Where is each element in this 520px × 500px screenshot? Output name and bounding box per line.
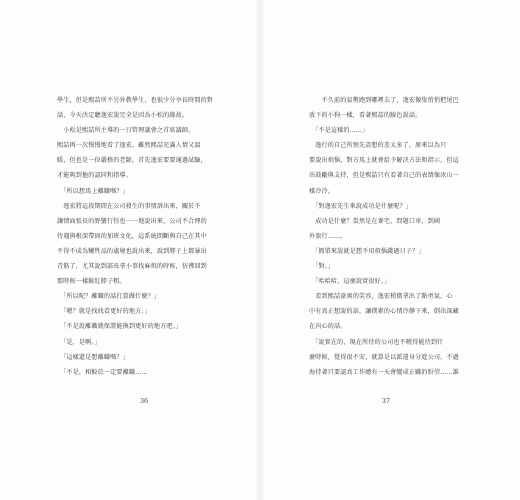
text-line: 「說實在的，現在所待的公司也不曉得能待到什 [309, 338, 444, 346]
text-line: 才能夠到他的認同和指導。 [57, 172, 132, 180]
text-line: 讓情面張長的野蠻行徑也一一地說出來，公司不合理的 [57, 217, 207, 225]
text-line: 「嗯？就是找找看更好的地方。」 [57, 308, 151, 316]
text-line: 「不是說離職就保證能換到更好的地方吧。」 [57, 323, 183, 331]
text-line: 逸行的自己所預先設想的差太多了，原來以為只 [309, 142, 447, 150]
text-line: 成功是什麼？當然是在麥宅，問題口車，到國 [309, 217, 441, 225]
right-page [260, 0, 520, 500]
text-line: 那時候一樣臉紅脖子粗。 [57, 278, 126, 286]
text-line: 待遇與根深帶固的加班文化，這系統間斷與自己在其中 [57, 232, 207, 240]
text-line: 出鼓勵與支持，但是熙喆只有看著自己的表情像冰山一 [309, 172, 459, 180]
text-line: 海持著只要認真工作總有一天會變成正職的盼望……誰 [309, 368, 459, 376]
text-line: 「對。」 [309, 263, 335, 271]
text-line: 放下的小狗一樣，看著熙喆的臉色說話。 [309, 112, 422, 120]
text-line: 小松是熙喆所主導的一日管理議會之首席議師， [57, 127, 195, 135]
text-line: 不得不成為犧牲品的處境也說出來，說到脖子上都暴出 [57, 247, 207, 255]
text-line: 暖，但也是一位嚴格的老師，首先逸宏要要通過試驗， [57, 157, 207, 165]
text-line: 外旅行……。 [309, 232, 347, 240]
book-gutter [254, 0, 266, 500]
left-page-body [57, 93, 232, 380]
text-line: 「簡單來說就是想不用煩惱錢過日子？」 [309, 247, 425, 255]
text-line: 「是，是啊。」 [57, 338, 101, 346]
text-line: 學生，但是熙喆所不另外教學生，也很少分享長時間的對 [57, 97, 214, 104]
text-line: 「對逸宏先生來說成功是什麼呢？」 [309, 202, 413, 210]
text-line: 「這樣還是想離職嗎？」 [57, 353, 129, 361]
text-line: 「所以想馬上離職嗎？」 [57, 187, 129, 195]
text-line: 要說出煩惱，對方馬上就會給予解決方法和指示，但這 [309, 157, 459, 165]
text-line: 青筋了，尤其說到部長拿小事找麻煩的時候，彷彿回到 [57, 263, 207, 271]
text-line: 不久前的氣勢跑到哪裡去了，逸宏像隻悄悄把尾巴 [309, 97, 459, 104]
left-page-number: 36 [139, 397, 149, 405]
text-line: 在內心的話。 [309, 323, 347, 331]
right-page-body [309, 93, 484, 380]
text-line: 熙喆再一次慢慢地看了逸宏。雖然熙喆充滿人情又溫 [57, 142, 201, 150]
text-line: 看到熙喆豪爽的笑容，逸宏稍微拿出了點勇氣，心 [309, 293, 453, 301]
text-line: 樣冷冷。 [309, 187, 334, 195]
text-line: 中有真正想說的話，讓撲素的心情冷靜下來，倒出深藏 [309, 308, 459, 316]
text-line: 麼時候，覺得很不安，就算是以派遣身分進公司，不過 [309, 353, 459, 361]
text-line: 逸宏將這段期間在公司發生的事情訴出來，關於不 [57, 202, 201, 210]
text-line: 「所以呢？離職的話打算做什麼？」 [57, 293, 161, 301]
text-line: 「哈哈哈，這麼說實很好。」 [309, 278, 391, 286]
text-line: 「不是這樣的……」 [309, 127, 369, 135]
text-line: 話，今天決定聽逸宏說完全是因為小松的緣故。 [57, 112, 189, 120]
right-page-number: 37 [381, 397, 391, 405]
text-line: 「不是，相較於一定要離職…… [57, 368, 148, 376]
